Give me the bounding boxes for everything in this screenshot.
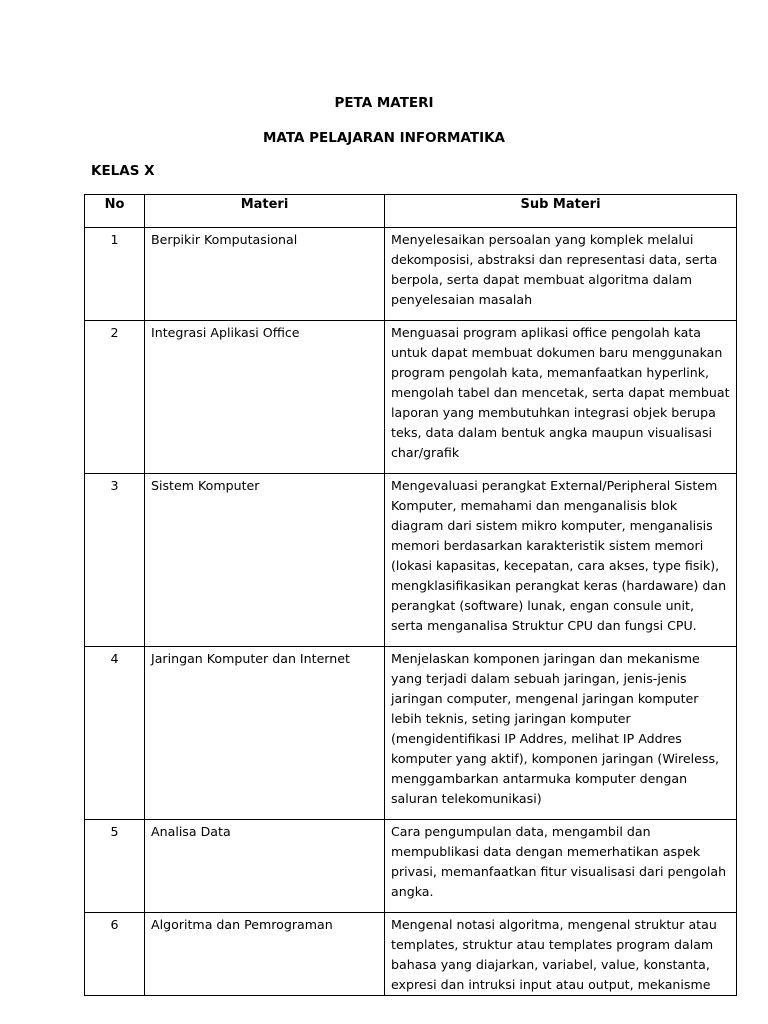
row-no: 3 [85, 474, 145, 647]
row-no: 6 [85, 913, 145, 996]
row-materi: Sistem Komputer [145, 474, 385, 647]
row-materi: Algoritma dan Pemrograman [145, 913, 385, 996]
row-sub-materi: Menyelesaikan persoalan yang komplek melalui dekomposisi, abstraksi dan representasi data, serta berpola, serta dapat membuat algoritma dalam penyelesaian masalah [385, 228, 737, 321]
row-materi: Analisa Data [145, 820, 385, 913]
table-row [85, 913, 737, 996]
row-sub-materi: Mengevaluasi perangkat External/Peripheral Sistem Komputer, memahami dan menganalisis blok diagram dari sistem mikro komputer, menganalisis memori berdasarkan karakteristik sistem memori (lokasi kapasitas, kecepatan, cara akses, type fisik), mengklasifikasikan perangkat keras (hardaware) dan perangkat (software) lunak, engan consule unit, serta menganalisa Struktur CPU dan fungsi CPU. [385, 474, 737, 647]
table-row [85, 474, 737, 647]
kelas-label: KELAS X [91, 163, 155, 179]
row-materi: Berpikir Komputasional [145, 228, 385, 321]
table-header-row [85, 195, 737, 228]
row-no: 5 [85, 820, 145, 913]
row-no: 4 [85, 647, 145, 820]
table-row [85, 647, 737, 820]
document-title: PETA MATERI [334, 95, 434, 111]
row-no: 2 [85, 321, 145, 474]
row-sub-materi: Mengenal notasi algoritma, mengenal struktur atau templates, struktur atau templates program dalam bahasa yang diajarkan, variabel, value, konstanta, expresi dan intruksi input atau output, mekanisme [385, 913, 737, 996]
row-sub-materi: Cara pengumpulan data, mengambil dan mempublikasi data dengan memerhatikan aspek privasi, memanfaatkan fitur visualisasi dari pengolah angka. [385, 820, 737, 913]
row-sub-materi: Menjelaskan komponen jaringan dan mekanisme yang terjadi dalam sebuah jaringan, jenis-jenis jaringan computer, mengenal jaringan komputer lebih teknis, seting jaringan komputer (mengidentifikasi IP Addres, melihat IP Addres komputer yang aktif), komponen jaringan (Wireless, menggambarkan antarmuka komputer dengan saluran telekomunikasi) [385, 647, 737, 820]
row-no: 1 [85, 228, 145, 321]
table-row [85, 321, 737, 474]
row-materi: Integrasi Aplikasi Office [145, 321, 385, 474]
header-sub-materi: Sub Materi [385, 195, 737, 228]
document-subtitle: MATA PELAJARAN INFORMATIKA [262, 130, 505, 146]
row-materi: Jaringan Komputer dan Internet [145, 647, 385, 820]
table-row [85, 228, 737, 321]
table-row [85, 820, 737, 913]
header-materi: Materi [145, 195, 385, 228]
row-sub-materi: Menguasai program aplikasi office pengolah kata untuk dapat membuat dokumen baru menggunakan program pengolah kata, memanfaatkan hyperlink, mengolah tabel dan mencetak, serta dapat membuat laporan yang membutuhkan integrasi objek berupa teks, data dalam bentuk angka maupun visualisasi char/grafik [385, 321, 737, 474]
materi-table [84, 194, 737, 996]
header-no: No [85, 195, 145, 228]
